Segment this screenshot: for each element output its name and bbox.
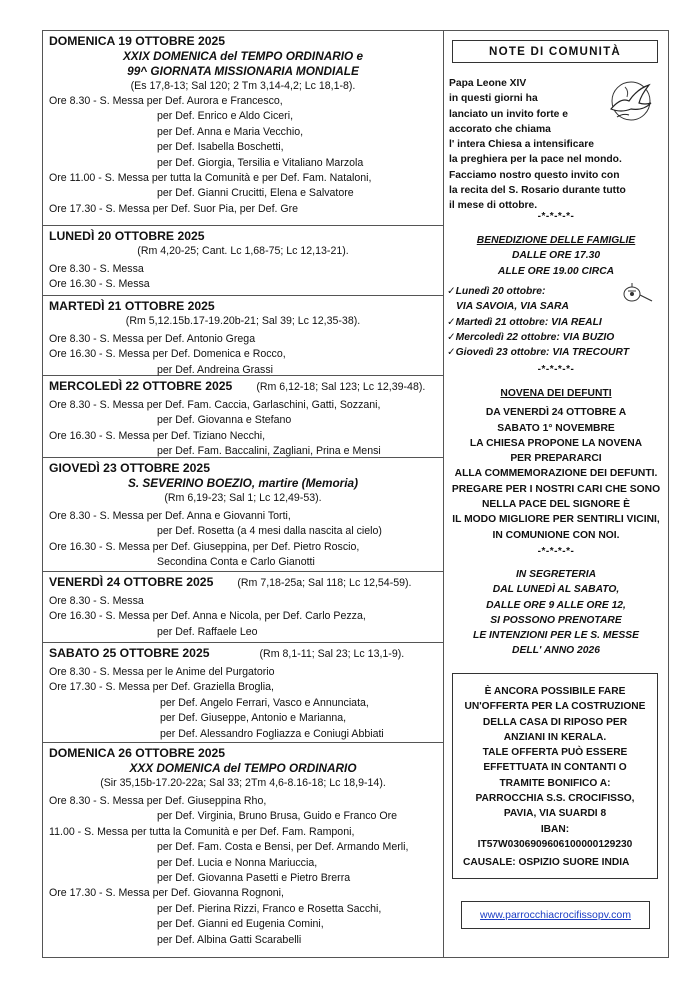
check-icon: ✓ xyxy=(447,316,456,328)
kerala-line: TRAMITE BONIFICO A: xyxy=(499,777,611,789)
mass-line: Ore 16.30 - S. Messa xyxy=(49,278,150,291)
mass-line: Ore 8.30 - S. Messa per Def. Antonio Grega xyxy=(49,333,256,345)
day-readings: (Rm 8,1-11; Sal 23; Lc 13,1-9). xyxy=(259,648,405,660)
blessing-schedule xyxy=(447,284,667,360)
mass-line: per Def. Giuseppe, Antonio e Marianna, xyxy=(160,712,347,725)
office-line: DALLE ORE 9 ALLE ORE 12, xyxy=(486,599,626,611)
day-title: LUNEDÌ 20 OTTOBRE 2025 xyxy=(49,229,205,243)
mass-line: per Def. Isabella Boschetti, xyxy=(157,141,284,154)
blessing-time: DALLE ORE 17.30 xyxy=(511,250,601,262)
mass-line: Ore 8.30 - S. Messa per Def. Fam. Caccia, Garlaschini, Gatti, Sozzani, xyxy=(49,399,381,411)
office-section xyxy=(444,567,668,659)
mass-line: per Def. Giorgia, Tersilia e Vitaliano Marzola xyxy=(157,156,364,169)
day-friday-24 xyxy=(43,572,443,643)
day-readings: (Sir 35,15b-17.20-22a; Sal 33; 2Tm 4,6-8.16-18; Lc 18,9-14). xyxy=(100,777,386,789)
novena-line: LA CHIESA PROPONE LA NOVENA xyxy=(469,437,643,449)
mass-line: per Def. Enrico e Aldo Ciceri, xyxy=(157,110,294,123)
novena-title: NOVENA DEI DEFUNTI xyxy=(500,388,612,399)
mass-line: per Def. Andreina Grassi xyxy=(157,363,273,376)
office-line: LE INTENZIONI PER LE S. MESSE xyxy=(473,630,639,642)
day-saturday-25 xyxy=(43,643,443,743)
bulletin-sheet xyxy=(42,30,669,958)
mass-line: Ore 8.30 - S. Messa per le Anime del Purgatorio xyxy=(49,666,275,678)
office-line: SI POSSONO PRENOTARE xyxy=(490,614,622,626)
mass-line: per Def. Alessandro Fogliazza e Coniugi Abbiati xyxy=(160,727,384,740)
pope-line: accorato che chiama xyxy=(449,123,551,135)
day-title xyxy=(49,574,437,591)
day-subtitle: XXX DOMENICA del TEMPO ORDINARIO xyxy=(129,761,357,775)
mass-line: per Def. Pierina Rizzi, Franco e Rosetta Sacchi, xyxy=(157,902,382,915)
day-title-text: SABATO 25 OTTOBRE 2025 xyxy=(49,646,210,660)
blessing-item-text: Mercoledì 22 ottobre: VIA BUZIO xyxy=(455,331,615,343)
day-readings: (Rm 7,18-25a; Sal 118; Lc 12,54-59). xyxy=(237,577,412,589)
dove-icon xyxy=(599,79,655,123)
mass-line: 11.00 - S. Messa per tutta la Comunità e per Def. Fam. Ramponi, xyxy=(49,825,355,838)
kerala-donation-box xyxy=(452,673,658,879)
day-subtitle: 99^ GIORNATA MISSIONARIA MONDIALE xyxy=(127,64,359,78)
blessing-item-text: Giovedì 23 ottobre: VIA TRECOURT xyxy=(455,347,629,359)
mass-line: per Def. Gianni ed Eugenia Comini, xyxy=(157,918,324,931)
mass-line: per Def. Fam. Costa e Bensi, per Def. Armando Merli, xyxy=(157,841,409,854)
blessing-title: BENEDIZIONE DELLE FAMIGLIE xyxy=(476,235,636,246)
mass-line: Ore 17.30 - S. Messa per Def. Graziella Broglia, xyxy=(49,681,274,694)
novena-line: IN COMUNIONE CON NOI. xyxy=(492,529,620,541)
day-monday-20 xyxy=(43,226,443,296)
mass-line: per Def. Virginia, Bruno Brusa, Guido e Franco Ore xyxy=(157,810,398,823)
day-title xyxy=(49,378,437,395)
office-line: IN SEGRETERIA xyxy=(515,569,597,580)
novena-line: PREGARE PER I NOSTRI CARI CHE SONO xyxy=(451,483,661,495)
day-readings: (Rm 6,12-18; Sal 123; Lc 12,39-48). xyxy=(256,381,426,393)
blessing-item-text: Martedì 21 ottobre: VIA REALI xyxy=(455,316,602,328)
mass-line: Ore 8.30 - S. Messa per Def. Anna e Giovanni Torti, xyxy=(49,510,291,522)
pope-line: Papa Leone XIV xyxy=(449,78,527,89)
blessing-item: VIA SAVOIA, VIA SARA xyxy=(456,301,569,313)
day-title-text: MERCOLEDÌ 22 OTTOBRE 2025 xyxy=(49,379,233,393)
day-title: DOMENICA 19 OTTOBRE 2025 xyxy=(49,34,226,48)
kerala-line: EFFETTUATA IN CONTANTI O xyxy=(483,762,627,774)
mass-line: per Def. Gianni Crucitti, Elena e Salvatore xyxy=(157,187,354,200)
mass-line: Ore 16.30 - S. Messa per Def. Giuseppina, per Def. Pietro Roscio, xyxy=(49,540,360,553)
novena-line: DA VENERDÌ 24 OTTOBRE A xyxy=(485,407,627,419)
kerala-line: È ANCORA POSSIBILE FARE xyxy=(484,686,626,697)
day-readings: (Rm 6,19-23; Sal 1; Lc 12,49-53). xyxy=(164,492,322,504)
mass-line: Ore 16.30 - S. Messa per Def. Tiziano Necchi, xyxy=(49,429,266,442)
kerala-line: IBAN: xyxy=(540,823,570,835)
kerala-line: PARROCCHIA S.S. CROCIFISSO, xyxy=(475,793,635,805)
blessing-time: ALLE ORE 19.00 CIRCA xyxy=(497,265,615,277)
pope-line: l' intera Chiesa a intensificare xyxy=(449,139,594,151)
day-title xyxy=(49,645,437,662)
novena-line: ALLA COMMEMORAZIONE DEI DEFUNTI. xyxy=(454,468,658,480)
website-link[interactable]: www.parrocchiacrocifissopv.com xyxy=(461,901,650,929)
iban-value: IT57W0306909606100000129230 xyxy=(477,838,633,850)
novena-line: NELLA PACE DEL SIGNORE È xyxy=(482,499,630,511)
mass-line: per Def. Giovanna e Stefano xyxy=(157,414,292,427)
kerala-line: TALE OFFERTA PUÒ ESSERE xyxy=(482,747,628,759)
check-icon: ✓ xyxy=(447,331,456,343)
mass-line: Ore 16.30 - S. Messa per Def. Domenica e Rocco, xyxy=(49,348,286,361)
day-wednesday-22 xyxy=(43,376,443,458)
day-readings: (Rm 4,20-25; Cant. Lc 1,68-75; Lc 12,13-21). xyxy=(137,245,349,257)
separator: -*-*-*-*- xyxy=(537,211,575,222)
kerala-line: ANZIANI IN KERALA. xyxy=(503,731,607,743)
day-subtitle: S. SEVERINO BOEZIO, martire (Memoria) xyxy=(127,476,359,490)
mass-line: per Def. Angelo Ferrari, Vasco e Annunciata, xyxy=(160,696,369,709)
blessing-item xyxy=(447,330,667,345)
mass-line: per Def. Anna e Maria Vecchio, xyxy=(157,125,304,138)
mass-line: per Def. Albina Gatti Scarabelli xyxy=(157,933,302,946)
check-icon: ✓ xyxy=(447,347,456,359)
day-readings: (Es 17,8-13; Sal 120; 2 Tm 3,14-4,2; Lc 18,1-8). xyxy=(130,80,356,92)
mass-line: per Def. Lucia e Nonna Mariuccia, xyxy=(157,856,318,869)
mass-line: Ore 8.30 - S. Messa xyxy=(49,595,144,607)
novena-line: IL MODO MIGLIORE PER SENTIRLI VICINI, xyxy=(452,514,660,526)
novena-line: PER PREPARARCI xyxy=(510,453,602,465)
office-line: DAL LUNEDÌ AL SABATO, xyxy=(492,584,620,596)
day-readings: (Rm 5,12.15b.17-19.20b-21; Sal 39; Lc 12,35-38). xyxy=(125,315,361,327)
day-title-text: VENERDÌ 24 OTTOBRE 2025 xyxy=(49,575,214,589)
day-thursday-23 xyxy=(43,458,443,572)
pope-line: lanciato un invito forte e xyxy=(449,108,568,120)
mass-line: Ore 8.30 - S. Messa per Def. Aurora e Francesco, xyxy=(49,95,283,107)
mass-line: Ore 11.00 - S. Messa per tutta la Comunità e per Def. Fam. Nataloni, xyxy=(49,172,372,185)
mass-line: per Def. Fam. Baccalini, Zagliani, Prina e Mensi xyxy=(157,445,381,458)
day-tuesday-21 xyxy=(43,296,443,376)
day-sunday-26 xyxy=(43,743,443,959)
mass-line: per Def. Giovanna Pasetti e Pietro Brerra xyxy=(157,872,351,885)
mass-schedule xyxy=(43,31,444,957)
community-notes xyxy=(444,31,668,957)
pope-line: la recita del S. Rosario durante tutto xyxy=(449,185,626,197)
day-sunday-19 xyxy=(43,31,443,226)
separator: -*-*-*-*- xyxy=(537,364,575,375)
day-title: DOMENICA 26 OTTOBRE 2025 xyxy=(49,746,226,760)
blessing-item xyxy=(447,284,667,299)
mass-line: Ore 17.30 - S. Messa per Def. Suor Pia, per Def. Gre xyxy=(49,202,299,215)
check-icon: ✓ xyxy=(447,286,456,297)
pope-line: il mese di ottobre. xyxy=(449,200,538,212)
causale: CAUSALE: OSPIZIO SUORE INDIA xyxy=(463,857,630,869)
mass-line: per Def. Raffaele Leo xyxy=(157,625,258,638)
mass-line: Ore 17.30 - S. Messa per Def. Giovanna Rognoni, xyxy=(49,887,284,900)
pope-line: la preghiera per la pace nel mondo. xyxy=(449,154,622,166)
office-line: DELL' ANNO 2026 xyxy=(512,645,600,657)
day-title: MARTEDÌ 21 OTTOBRE 2025 xyxy=(49,299,215,313)
blessing-item-text: Lunedì 20 ottobre: xyxy=(455,286,546,297)
pope-line: Facciamo nostro questo invito con xyxy=(449,169,620,181)
day-title: GIOVEDÌ 23 OTTOBRE 2025 xyxy=(49,461,210,475)
day-subtitle: XXIX DOMENICA del TEMPO ORDINARIO e xyxy=(122,49,364,63)
kerala-line: DELLA CASA DI RIPOSO PER xyxy=(482,716,628,728)
mass-line: Ore 8.30 - S. Messa per Def. Giuseppina Rho, xyxy=(49,795,267,807)
novena-line: SABATO 1° NOVEMBRE xyxy=(497,422,615,434)
mass-line: Ore 16.30 - S. Messa per Def. Anna e Nicola, per Def. Carlo Pezza, xyxy=(49,610,366,623)
kerala-line: UN'OFFERTA PER LA COSTRUZIONE xyxy=(464,701,646,713)
notes-header: NOTE DI COMUNITÀ xyxy=(452,40,658,63)
pope-line: in questi giorni ha xyxy=(449,93,538,105)
blessing-header xyxy=(444,233,668,279)
kerala-line: PAVIA, VIA SUARDI 8 xyxy=(503,808,607,820)
novena-section xyxy=(444,386,668,543)
mass-line: per Def. Rosetta (a 4 mesi dalla nascita al cielo) xyxy=(157,525,382,538)
separator: -*-*-*-*- xyxy=(537,546,575,557)
mass-line: Secondina Conta e Carlo Gianotti xyxy=(157,556,315,569)
blessing-item xyxy=(447,315,667,330)
blessing-item xyxy=(447,345,667,360)
mass-line: Ore 8.30 - S. Messa xyxy=(49,263,144,275)
